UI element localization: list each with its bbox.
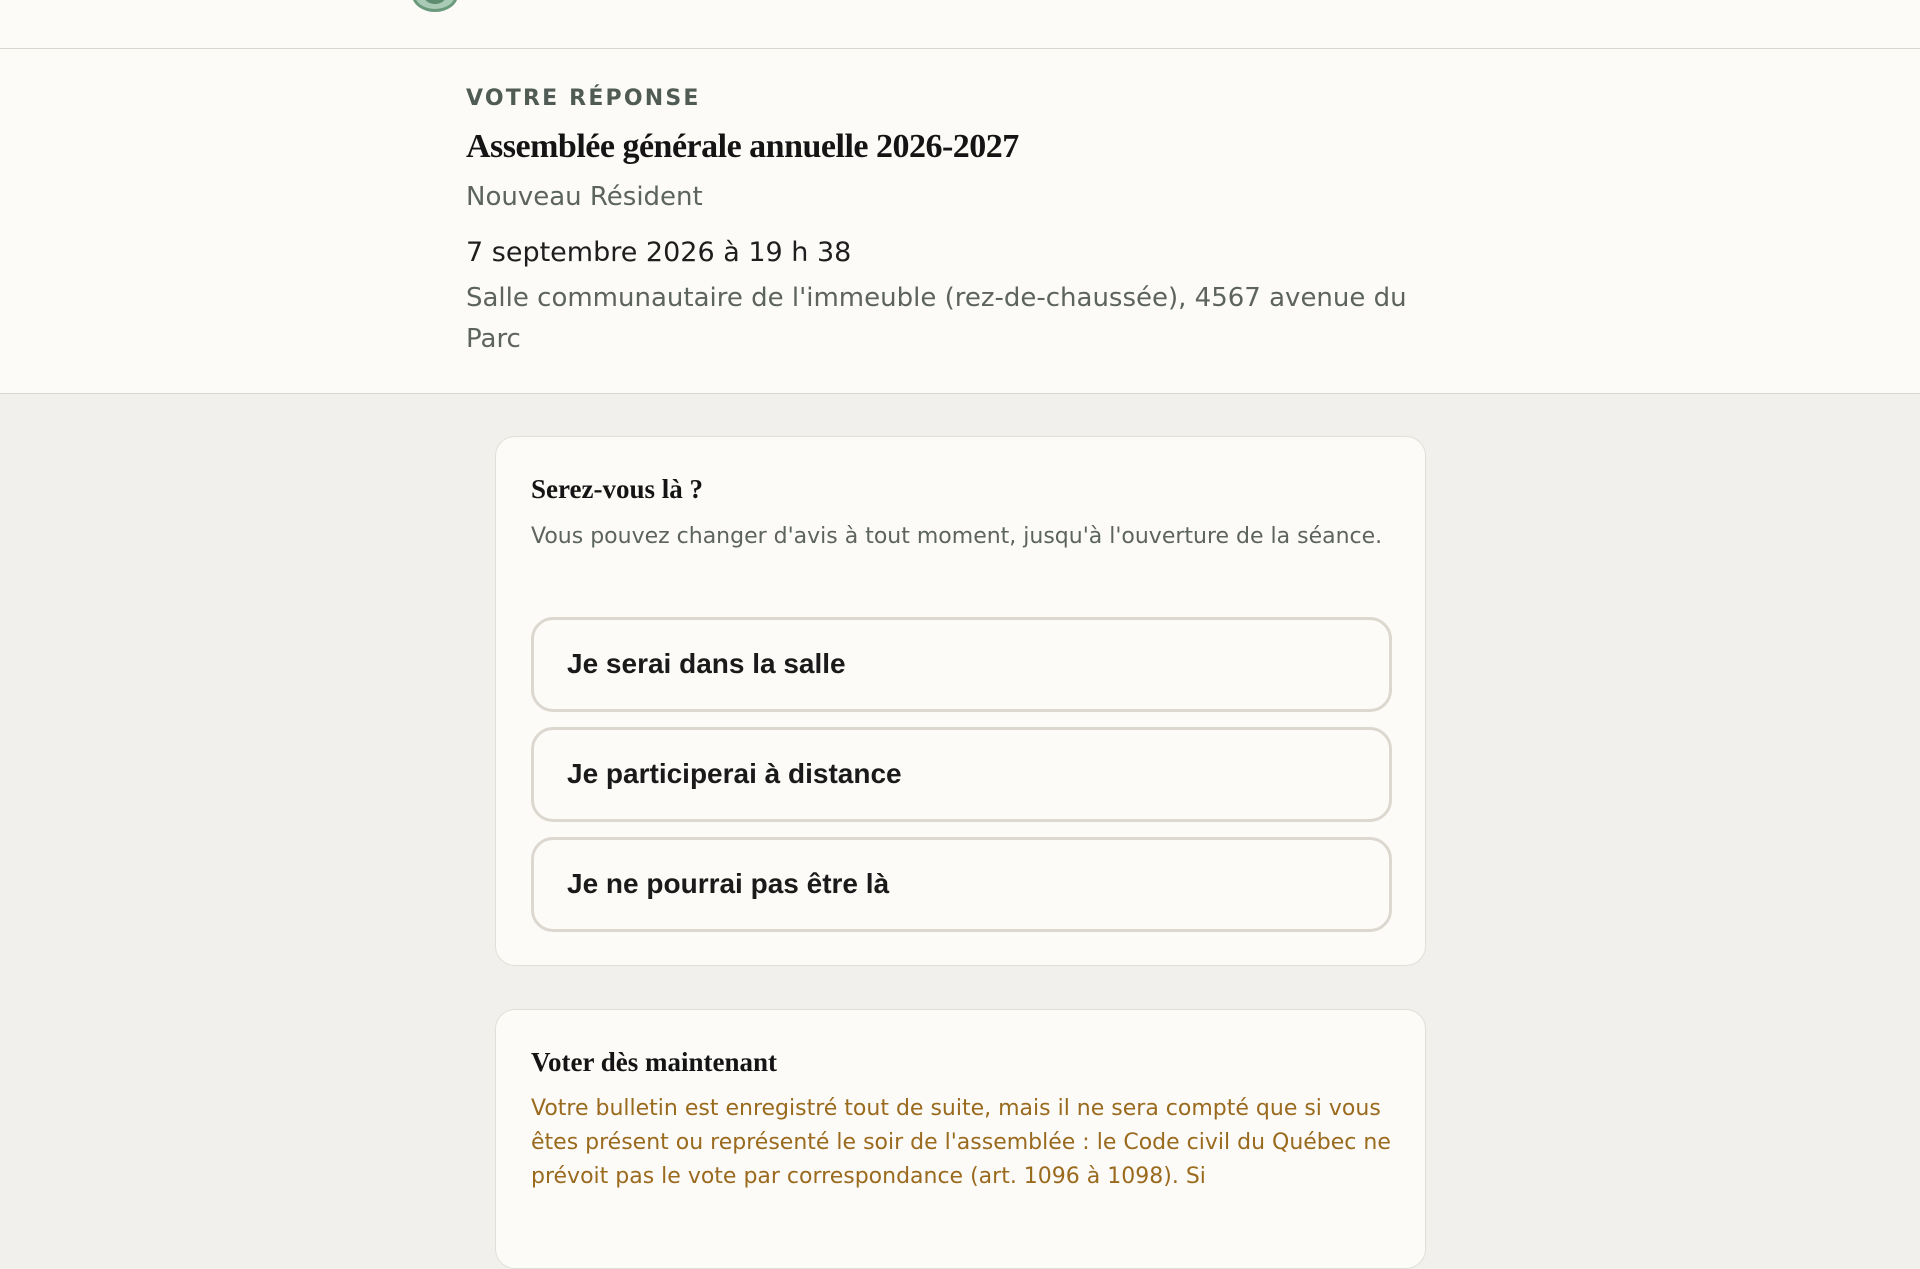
attend-remote-button[interactable] — [531, 727, 1392, 822]
attend-absent-button[interactable] — [531, 837, 1392, 932]
attendance-title: Serez-vous là ? — [531, 474, 703, 504]
logo-icon[interactable] — [412, 0, 458, 14]
attendance-card — [495, 436, 1426, 966]
vote-card — [495, 1009, 1426, 1269]
top-bar — [0, 0, 1920, 49]
event-title: Assemblée générale annuelle 2026-2027 — [466, 128, 1019, 165]
attendance-subtitle: Vous pouvez changer d'avis à tout moment, jusqu'à l'ouverture de la séance. — [531, 524, 1383, 549]
option-label: Je serai dans la salle — [567, 648, 846, 679]
section-eyebrow: VOTRE RÉPONSE — [466, 86, 701, 111]
vote-notice: Votre bulletin est enregistré tout de suite, mais il ne sera compté que si vous êtes présent ou représenté le soir de l'assemblée : le Code civil du Québec ne prévoit pas le vote par correspondance (art. 1096 à 1098). Si — [531, 1096, 1391, 1189]
event-location: Salle communautaire de l'immeuble (rez-de-chaussée), 4567 avenue du Parc — [466, 283, 1407, 354]
option-label: Je participerai à distance — [567, 758, 902, 789]
event-header — [0, 49, 1920, 394]
option-label: Je ne pourrai pas être là — [567, 868, 890, 899]
vote-title: Voter dès maintenant — [531, 1047, 778, 1077]
user-role: Nouveau Résident — [466, 182, 703, 212]
attend-in-person-button[interactable] — [531, 617, 1392, 712]
event-date: 7 septembre 2026 à 19 h 38 — [466, 237, 852, 268]
